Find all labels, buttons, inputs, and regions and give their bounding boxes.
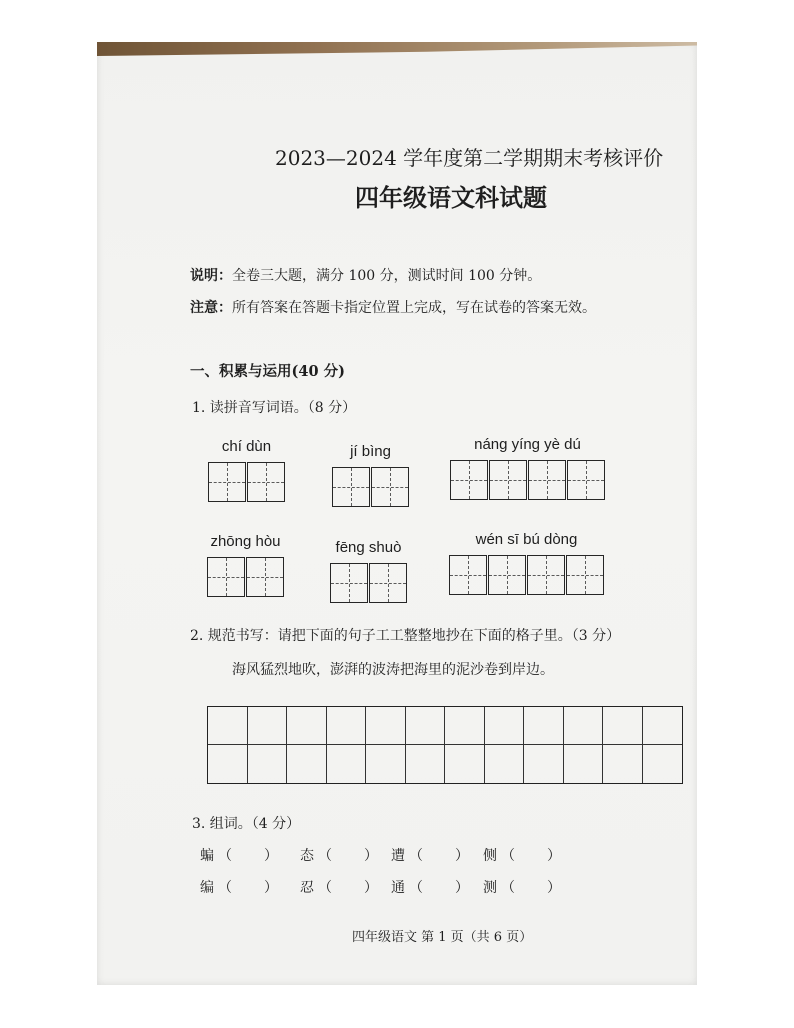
writing-grid-cell — [327, 707, 367, 745]
paren-close: ） — [547, 880, 561, 896]
paren-open: （ — [218, 880, 232, 896]
writing-grid-cell — [485, 745, 525, 783]
writing-grid-cell — [445, 707, 485, 745]
exam-title: 2023—2024 学年度第二学期期末考核评价 — [275, 146, 664, 170]
answer-boxes — [332, 467, 409, 507]
word-building-item — [200, 879, 278, 897]
tianzige-box — [489, 460, 527, 500]
writing-grid-cell — [445, 745, 485, 783]
base-character: 遭 — [391, 848, 405, 864]
paren-open: （ — [409, 880, 423, 896]
base-character: 蝙 — [200, 848, 214, 864]
writing-grid-cell — [287, 707, 327, 745]
pinyin-word — [450, 435, 605, 500]
writing-grid-cell — [248, 707, 288, 745]
paren-close: ） — [455, 880, 469, 896]
base-character: 编 — [200, 880, 214, 896]
tianzige-box — [567, 460, 605, 500]
tianzige-box — [371, 467, 409, 507]
base-character: 侧 — [483, 848, 497, 864]
answer-boxes — [207, 557, 284, 597]
writing-grid-cell — [248, 745, 288, 783]
paren-close: ） — [364, 880, 378, 896]
attention-label: 注意： — [190, 300, 232, 316]
paren-open: （ — [318, 880, 332, 896]
writing-grid-cell — [603, 745, 643, 783]
word-building-item — [391, 879, 469, 897]
writing-grid-cell — [564, 745, 604, 783]
tianzige-box — [450, 460, 488, 500]
paren-close: ） — [455, 848, 469, 864]
pinyin-label: wén sī bú dòng — [475, 531, 578, 548]
writing-grid-cell — [287, 745, 327, 783]
paren-close: ） — [364, 848, 378, 864]
writing-grid-cell — [406, 745, 446, 783]
paren-open: （ — [218, 848, 232, 864]
writing-grid-cell — [208, 707, 248, 745]
base-character: 测 — [483, 880, 497, 896]
instruction-note — [190, 267, 541, 285]
pinyin-word — [449, 530, 604, 595]
tianzige-box — [207, 557, 245, 597]
instruction-attention — [190, 299, 596, 317]
writing-grid-cell — [643, 707, 683, 745]
section-heading: 一、积累与运用(40 分) — [190, 363, 345, 380]
question-1-prompt: 1. 读拼音写词语。（8 分） — [192, 400, 357, 416]
note-label: 说明： — [190, 268, 232, 284]
paren-close: ） — [264, 880, 278, 896]
answer-boxes — [208, 462, 285, 502]
writing-grid-cell — [366, 745, 406, 783]
writing-grid-cell — [366, 707, 406, 745]
word-building-item — [391, 847, 469, 865]
writing-grid-cell — [485, 707, 525, 745]
tianzige-box — [449, 555, 487, 595]
writing-grid-cell — [643, 745, 683, 783]
word-building-item — [200, 847, 278, 865]
answer-boxes — [449, 555, 604, 595]
tianzige-box — [332, 467, 370, 507]
pinyin-word — [207, 532, 284, 597]
writing-grid-cell — [208, 745, 248, 783]
page-footer: 四年级语文 第 1 页（共 6 页） — [352, 930, 533, 945]
note-text: 全卷三大题，满分 100 分，测试时间 100 分钟。 — [232, 268, 542, 284]
word-building-item — [300, 847, 378, 865]
pinyin-label: jí bìng — [350, 443, 391, 460]
writing-grid-cell — [524, 745, 564, 783]
base-character: 忍 — [300, 880, 314, 896]
word-building-item — [483, 847, 561, 865]
pinyin-word — [332, 442, 409, 507]
writing-grid-cell — [603, 707, 643, 745]
pinyin-label: náng yíng yè dú — [474, 436, 581, 453]
answer-boxes — [450, 460, 605, 500]
tianzige-box — [528, 460, 566, 500]
pinyin-word — [208, 437, 285, 502]
word-building-item — [483, 879, 561, 897]
question-3-prompt: 3. 组词。（4 分） — [192, 816, 301, 832]
writing-grid-cell — [406, 707, 446, 745]
tianzige-box — [247, 462, 285, 502]
paren-close: ） — [547, 848, 561, 864]
tianzige-box — [369, 563, 407, 603]
writing-grid-cell — [564, 707, 604, 745]
question-2-prompt: 2. 规范书写：请把下面的句子工工整整地抄在下面的格子里。（3 分） — [190, 628, 621, 644]
tianzige-box — [488, 555, 526, 595]
writing-grid-cell — [524, 707, 564, 745]
word-building-item — [300, 879, 378, 897]
pinyin-word — [330, 538, 407, 603]
tianzige-box — [330, 563, 368, 603]
writing-grid-cell — [327, 745, 367, 783]
paren-open: （ — [501, 848, 515, 864]
paren-open: （ — [409, 848, 423, 864]
tianzige-box — [566, 555, 604, 595]
answer-boxes — [330, 563, 407, 603]
tianzige-box — [527, 555, 565, 595]
base-character: 通 — [391, 880, 405, 896]
copy-sentence: 海风猛烈地吹，澎湃的波涛把海里的泥沙卷到岸边。 — [232, 662, 554, 678]
paren-open: （ — [501, 880, 515, 896]
attention-text: 所有答案在答题卡指定位置上完成，写在试卷的答案无效。 — [232, 300, 596, 316]
paren-open: （ — [318, 848, 332, 864]
writing-grid — [207, 706, 683, 784]
tianzige-box — [208, 462, 246, 502]
exam-subtitle: 四年级语文科试题 — [355, 183, 547, 212]
pinyin-label: fēng shuò — [335, 539, 402, 556]
base-character: 态 — [300, 848, 314, 864]
tianzige-box — [246, 557, 284, 597]
pinyin-label: zhōng hòu — [210, 533, 281, 550]
paren-close: ） — [264, 848, 278, 864]
pinyin-label: chí dùn — [221, 438, 272, 455]
